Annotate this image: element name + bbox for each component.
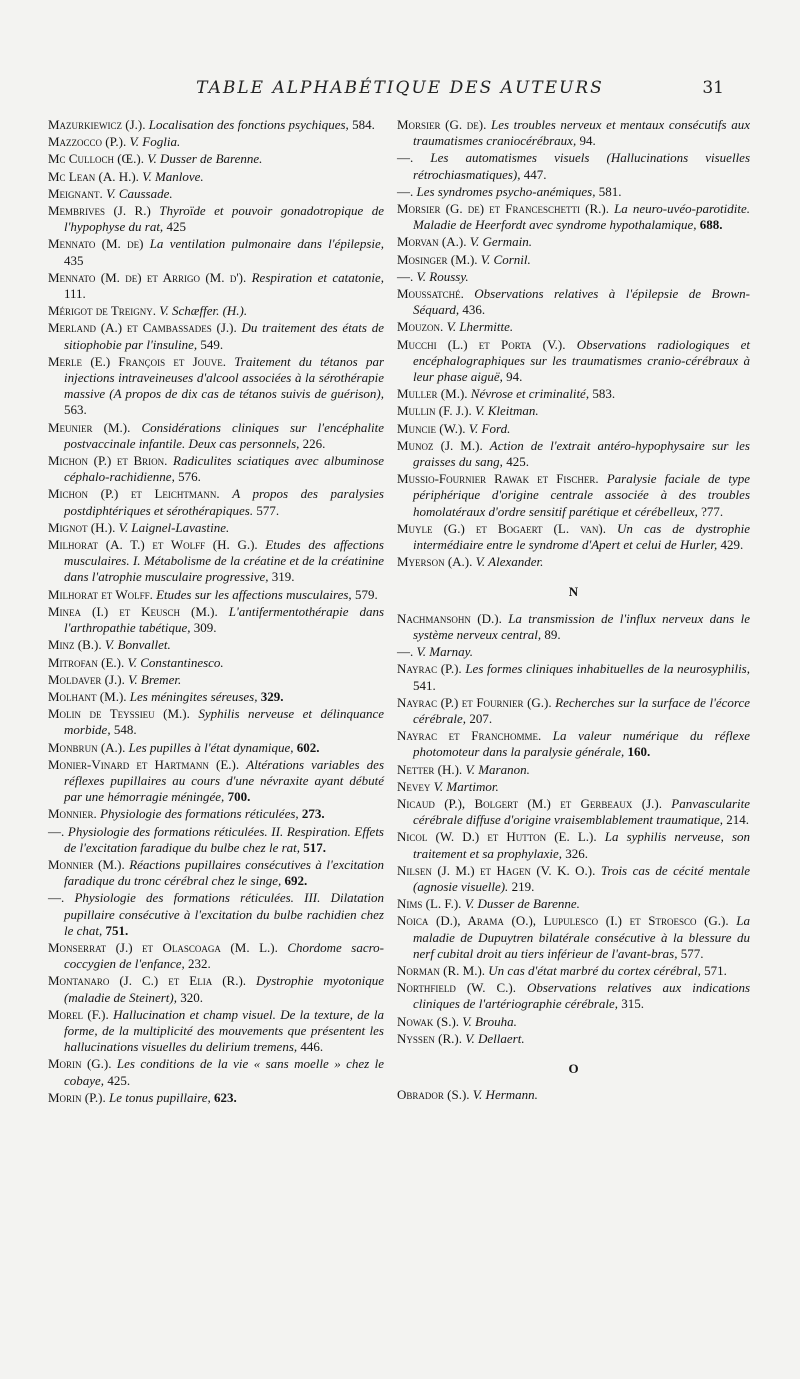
entry-title: Considérations cliniques sur l'encéphalite postvaccinale infantile. Deux cas personnels, (64, 419, 384, 451)
entry-title: La transmission de l'influx nerveux dans le système nerveux central, (413, 610, 750, 642)
index-entry (48, 637, 384, 653)
entry-title: Les conditions de la vie « sans moelle » chez le cobaye, (64, 1056, 384, 1088)
entry-title: V. Lhermitte. (446, 319, 514, 335)
page-reference: 541. (413, 677, 436, 693)
index-entry (397, 796, 750, 828)
entry-title: La neuro-uvéo-parotidite. Maladie de Heerfordt avec syndrome hypothalamique, (413, 201, 750, 233)
page-reference: 89. (544, 626, 561, 642)
index-entry (397, 521, 750, 553)
entry-title: Etudes sur les affections musculaires, (156, 586, 352, 602)
page-reference: 232. (188, 956, 211, 972)
author-name: Mazurkiewicz (J.). (48, 117, 146, 132)
page-reference: 623. (213, 1089, 237, 1105)
author-name: Morsier (G. de). (397, 117, 487, 132)
index-entry (397, 1014, 750, 1030)
entry-title: Les automatismes visuels (Hallucinations visuelles rétrochiasmatiques), (413, 150, 751, 182)
author-name: Minea (I.) et Keusch (M.). (48, 603, 218, 619)
author-name: Morin (G.). (48, 1056, 112, 1072)
index-entry (48, 537, 384, 586)
author-name: Nims (L. F.). (397, 896, 462, 912)
author-name: Monbrun (A.). (48, 739, 126, 755)
index-entry (48, 186, 384, 202)
entry-title: A propos des paralysies postdiphtériques et sérothérapiques. (64, 486, 384, 518)
entry-title: V. Cornil. (480, 251, 531, 267)
index-entry (397, 252, 750, 268)
author-name: Moldaver (J.). (48, 671, 125, 687)
entry-title: Le tonus pupillaire, (109, 1089, 211, 1105)
index-entry (48, 303, 384, 319)
index-entry (397, 269, 750, 285)
page-reference: 751. (105, 922, 129, 938)
entry-title: Syphilis nerveuse et délinquance morbide, (64, 706, 385, 738)
entry-title: Altérations variables des réflexes pupillaires au cours d'une névraxite ayant débuté par une hémorragie méningée, (64, 756, 384, 805)
entry-title: Les syndromes psycho-anémiques, (416, 183, 596, 199)
author-name: Muyle (G.) et Bogaert (L. van). (397, 520, 607, 536)
index-entry (397, 471, 750, 520)
section-m-continued (397, 117, 750, 570)
entry-title: Les troubles nerveux et mentaux consécutifs aux traumatismes craniocérébraux, (413, 117, 750, 149)
index-entry (397, 644, 750, 660)
entry-title: La maladie de Dupuytren bilatérale consécutive à la blessure du nerf cubital droit au tiers inférieur de l'avant-bras, (413, 913, 751, 961)
author-name: Netter (H.). (397, 761, 463, 777)
entry-title: Un cas d'état marbré du cortex cérébral, (488, 962, 701, 978)
index-entry (48, 824, 384, 856)
index-entry (48, 1007, 384, 1056)
author-name: Norman (R. M.). (397, 962, 486, 978)
page-reference: 549. (200, 336, 224, 352)
entry-title: V. Caussade. (106, 185, 173, 201)
section-letter-o: O (568, 1060, 579, 1076)
entry-title: Trois cas de cécité mentale (agnosie visuelle). (413, 862, 750, 894)
page-reference: 602. (296, 739, 320, 755)
right-column (397, 117, 750, 1104)
index-entry (397, 661, 750, 693)
index-entry (397, 762, 750, 778)
author-name: —. (397, 644, 414, 660)
author-name: Mc Lean (A. H.). (48, 168, 139, 184)
author-name: Morsier (G. de) et Franceschetti (R.). (397, 201, 609, 217)
page-header (0, 78, 800, 102)
page-reference: 577. (256, 502, 280, 518)
author-name: Muller (M.). (397, 386, 468, 402)
page-reference: 326. (565, 845, 588, 861)
author-name: Merle (E.) François et Jouve. (48, 353, 226, 369)
author-name: —. (397, 150, 414, 166)
page-reference: 583. (592, 386, 616, 402)
section-n (397, 611, 750, 1047)
section-o (397, 1087, 750, 1103)
author-name: Mosinger (M.). (397, 251, 478, 267)
author-name: Mérigot de Treigny. (48, 303, 157, 319)
entry-title: V. Hermann. (472, 1087, 538, 1103)
entry-title: V. Foglia. (129, 134, 181, 150)
index-entry (397, 286, 750, 318)
author-name: Meignant. (48, 185, 103, 201)
index-entry (397, 728, 750, 760)
author-name: Nilsen (J. M.) et Hagen (V. K. O.). (397, 862, 596, 878)
entry-title: L'antifermentothérapie dans l'arthropathie tabétique, (64, 603, 385, 636)
entry-title: V. Roussy. (416, 268, 469, 284)
index-entry (397, 184, 750, 200)
page-reference: 584. (352, 117, 375, 132)
author-name: Mitrofan (E.). (48, 654, 125, 670)
index-entry (48, 890, 384, 939)
index-entry (48, 672, 384, 688)
author-name: Noica (D.), Arama (O.), Lupulesco (I.) et Stroesco (G.). (397, 913, 729, 929)
entry-title: V. Bonvallet. (104, 637, 171, 653)
author-name: Nowak (S.). (397, 1013, 460, 1029)
page-reference: 692. (284, 873, 308, 889)
index-entry (397, 201, 750, 233)
index-entry (48, 655, 384, 671)
entry-title: V. Laignel-Lavastine. (118, 519, 230, 535)
entry-title: Chordome sacro-coccygien de l'enfance, (64, 939, 385, 972)
entry-title: La valeur numérique du réflexe photomoteur dans la paralysie générale, (413, 728, 750, 760)
entry-title: Du traitement des états de sitiophobie par l'insuline, (64, 320, 384, 352)
entry-title: V. Constantinesco. (127, 654, 224, 670)
author-name: Molhant (M.). (48, 688, 127, 704)
author-name: Mucchi (L.) et Porta (V.). (397, 336, 566, 352)
index-entry (397, 980, 750, 1012)
index-entry (48, 1090, 384, 1106)
index-entry (397, 150, 750, 182)
page-reference: 563. (64, 402, 87, 418)
entry-title: Observations relatives aux indications cliniques de l'artériographie cérébrale, (413, 980, 751, 1012)
author-name: Obrador (S.). (397, 1087, 470, 1103)
index-entry (397, 779, 750, 795)
page-reference: 429. (720, 537, 744, 553)
entry-title: V. Dusser de Barenne. (147, 151, 263, 167)
index-entry (397, 896, 750, 912)
entry-title: Radiculites sciatiques avec albuminose céphalo-rachidienne, (64, 453, 385, 485)
page-reference: 579. (354, 586, 378, 602)
index-entry (397, 438, 750, 470)
index-entry (48, 940, 384, 972)
entry-title: V. Dusser de Barenne. (464, 896, 580, 912)
author-name: Mignot (H.). (48, 519, 116, 535)
author-name: Nayrac et Franchomme. (397, 728, 542, 744)
page-reference: 447. (523, 166, 547, 182)
entry-title: V. Brouha. (462, 1013, 517, 1029)
page-reference: 207. (469, 710, 493, 726)
entry-title: V. Manlove. (142, 168, 204, 184)
index-entry (48, 757, 384, 806)
entry-title: Physiologie des formations réticulées. II. Respiration. Effets de l'excitation faradique du bulbe chez le rat, (64, 823, 384, 855)
index-entry (48, 354, 384, 419)
entry-title: La ventilation pulmonaire dans l'épilepsie, (149, 236, 385, 252)
author-name: Merland (A.) et Cambassades (J.). (48, 320, 237, 336)
page-reference: 577. (680, 945, 704, 961)
author-name: Milhorat et Wolff. (48, 586, 153, 602)
author-name: Mennato (M. de) (48, 236, 144, 252)
author-name: Mouzon. (397, 319, 444, 335)
page-reference: 700. (227, 789, 251, 805)
entry-title: Respiration et catatonie, (251, 269, 384, 285)
index-entry (397, 319, 750, 335)
page-reference: 94. (579, 133, 596, 149)
index-entry (397, 386, 750, 402)
page-reference: 273. (301, 806, 325, 822)
author-name: Montanaro (J. C.) et Elia (R.). (48, 973, 247, 989)
author-name: Milhorat (A. T.) et Wolff (H. G.). (48, 537, 258, 553)
entry-title: Traitement du tétanos par injections intraveineuses d'alcool associées à la sérothérapie massive (A propos de dix cas de tétanos suivis de guérison), (64, 353, 384, 402)
page-reference: 571. (704, 962, 727, 978)
index-entry (48, 134, 384, 150)
page-reference: 425 (166, 219, 186, 235)
author-name: Monier-Vinard et Hartmann (E.). (48, 756, 240, 772)
page-reference: 436. (462, 302, 486, 318)
entry-title: V. Bremer. (128, 671, 182, 687)
index-entry (48, 740, 384, 756)
entry-title: Thyroïde et pouvoir gonadotropique de l'hypophyse du rat, (64, 203, 385, 235)
index-entry (48, 1056, 384, 1088)
entry-title: La syphilis nerveuse, son traitement et sa prophylaxie, (413, 829, 750, 861)
author-name: Mennato (M. de) et Arrigo (M. d'). (48, 269, 247, 285)
author-name: Muncie (W.). (397, 420, 466, 436)
page-reference: 425. (107, 1072, 131, 1088)
author-name: —. (397, 268, 414, 284)
page-reference: 309. (193, 620, 217, 636)
entry-title: Physiologie des formations réticulées. III. Dilatation pupillaire consécutive à l'excitation du bulbe rachidien chez le chat, (64, 890, 385, 938)
author-name: Molin de Teyssieu (M.). (48, 706, 190, 722)
entry-title: V. Ford. (468, 420, 511, 436)
index-entry (397, 695, 750, 727)
page-reference: 219. (511, 878, 535, 894)
author-name: Nayrac (P.). (397, 661, 462, 677)
entry-title: V. Dellaert. (465, 1030, 525, 1046)
page-reference: 319. (271, 569, 295, 585)
index-entry (48, 706, 384, 738)
index-entry (397, 1031, 750, 1047)
entry-title: Panvascularite cérébrale diffuse d'origine vraisemblablement traumatique, (413, 795, 751, 828)
page-reference: 548. (113, 722, 137, 738)
entry-title: Les méningites séreuses, (129, 688, 258, 704)
entry-title: Etudes des affections musculaires. I. Métabolisme de la créatine et de la créatinine dans l'atrophie musculaire progressive, (64, 537, 384, 585)
entry-title: Observations radiologiques et encéphalographiques sur les traumatismes cranio-cérébraux à leur phase aiguë, (413, 336, 750, 385)
index-entry (48, 587, 384, 603)
index-entry (48, 203, 384, 235)
running-title: TABLE ALPHABÉTIQUE DES AUTEURS (196, 78, 604, 98)
author-name: Mullin (F. J.). (397, 403, 472, 419)
index-entry (48, 689, 384, 705)
page-reference: ?77. (701, 503, 724, 519)
author-name: Michon (P.) et Brion. (48, 453, 168, 469)
page-reference: 329. (260, 688, 284, 704)
entry-title: Un cas de dystrophie intermédiaire entre le syndrome d'Apert et celui de Hurler, (413, 520, 750, 553)
page-reference: 160. (627, 744, 651, 760)
author-name: —. (48, 823, 65, 839)
entry-title: V. Kleitman. (474, 403, 539, 419)
entry-title: Localisation des fonctions psychiques, (148, 117, 349, 132)
index-entry (48, 169, 384, 185)
index-entry (397, 403, 750, 419)
author-name: Nyssen (R.). (397, 1030, 462, 1046)
page-reference: 214. (726, 812, 750, 828)
author-name: Michon (P.) et Leichtmann. (48, 486, 220, 502)
author-name: Nicaud (P.), Bolgert (M.) et Gerbeaux (J.). (397, 795, 662, 811)
author-name: Nachmansohn (D.). (397, 610, 502, 626)
page-reference: 425. (506, 454, 529, 470)
index-entry (48, 806, 384, 822)
index-entry (397, 117, 750, 149)
page-reference: 581. (598, 183, 622, 199)
author-name: —. (48, 890, 65, 906)
author-name: Myerson (A.). (397, 554, 473, 570)
index-entry (397, 963, 750, 979)
index-entry (48, 520, 384, 536)
author-name: Morel (F.). (48, 1006, 109, 1022)
entry-title: Paralysie faciale de type périphérique d'origine centrale associée à des troubles homolatéraux d'ordre sensitif parétique et cérébelleux, (413, 471, 750, 519)
page-reference: 226. (302, 435, 326, 451)
index-entry (48, 270, 384, 302)
page-reference: 688. (699, 217, 723, 233)
entry-title: V. Schæffer. (H.). (159, 303, 248, 319)
index-entry (48, 486, 384, 518)
author-name: Monserrat (J.) et Olascoaga (M. L.). (48, 939, 278, 955)
author-name: Membrives (J. R.) (48, 203, 151, 219)
page-number: 31 (702, 78, 724, 98)
author-name: —. (397, 183, 414, 199)
entry-title: Réactions pupillaires consécutives à l'excitation faradique du tronc cérébral chez le singe, (64, 856, 384, 889)
index-entry (397, 421, 750, 437)
index-entry (48, 420, 384, 452)
page-reference: 446. (300, 1039, 324, 1055)
section-letter-n: N (568, 584, 579, 600)
page-reference: 94. (506, 369, 523, 385)
page-reference: 517. (303, 839, 327, 855)
entry-title: Hallucination et champ visuel. De la texture, de la forme, de la multiplicité des mouvements que présentent les hallucinations visuelles du delirium tremens, (64, 1006, 385, 1055)
entry-title: Les formes cliniques inhabituelles de la neurosyphilis, (465, 661, 750, 677)
index-entry (48, 604, 384, 636)
entry-title: V. Maranon. (465, 761, 530, 777)
entry-title: Recherches sur la surface de l'écorce cérébrale, (413, 694, 751, 726)
page-reference: 320. (180, 989, 203, 1005)
entry-title: Physiologie des formations réticulées, (100, 806, 299, 822)
entry-title: V. Alexander. (475, 554, 544, 570)
index-entry (48, 151, 384, 167)
index-entry (397, 1087, 750, 1103)
page-reference: 111. (64, 286, 86, 302)
page-reference: 576. (178, 469, 201, 485)
author-name: Mussio-Fournier Rawak et Fischer. (397, 471, 599, 487)
entry-title: Dystrophie myotonique (maladie de Steinert), (64, 973, 384, 1005)
index-entry (397, 554, 750, 570)
author-name: Morvan (A.). (397, 234, 467, 250)
index-entry (48, 857, 384, 889)
page-reference: 315. (621, 996, 644, 1012)
index-entry (397, 611, 750, 643)
index-entry (48, 320, 384, 352)
index-entry (397, 913, 750, 962)
index-entry (397, 863, 750, 895)
author-name: Minz (B.). (48, 637, 102, 653)
author-name: Monnier (M.). (48, 856, 125, 872)
author-name: Moussatché. (397, 286, 464, 302)
author-name: Nevey (397, 778, 431, 794)
author-name: Monnier. (48, 806, 97, 822)
index-entry (48, 236, 384, 268)
author-name: Northfield (W. C.). (397, 980, 516, 996)
author-name: Munoz (J. M.). (397, 437, 483, 453)
author-name: Nicol (W. D.) et Hutton (E. L.). (397, 829, 597, 845)
left-column (48, 117, 384, 1107)
index-entry (48, 453, 384, 485)
author-name: Mc Culloch (Œ.). (48, 151, 144, 167)
index-entry (48, 973, 384, 1005)
entry-title: Observations relatives à l'épilepsie de Brown-Séquard, (413, 286, 751, 318)
entry-title: V. Martimor. (433, 778, 499, 794)
page-reference: 435 (64, 252, 84, 268)
index-entry (397, 337, 750, 386)
author-name: Morin (P.). (48, 1089, 106, 1105)
author-name: Mazzocco (P.). (48, 134, 127, 150)
author-name: Meunier (M.). (48, 419, 131, 435)
entry-title: Névrose et criminalité, (470, 386, 590, 402)
author-name: Nayrac (P.) et Fournier (G.). (397, 694, 552, 710)
index-entry (397, 234, 750, 250)
entry-title: V. Germain. (469, 234, 532, 250)
entry-title: Les pupilles à l'état dynamique, (128, 739, 294, 755)
entry-title: V. Marnay. (416, 644, 473, 660)
index-entry (397, 829, 750, 861)
index-entry (48, 117, 384, 133)
entry-title: Action de l'extrait antéro-hypophysaire sur les graisses du sang, (413, 437, 750, 470)
